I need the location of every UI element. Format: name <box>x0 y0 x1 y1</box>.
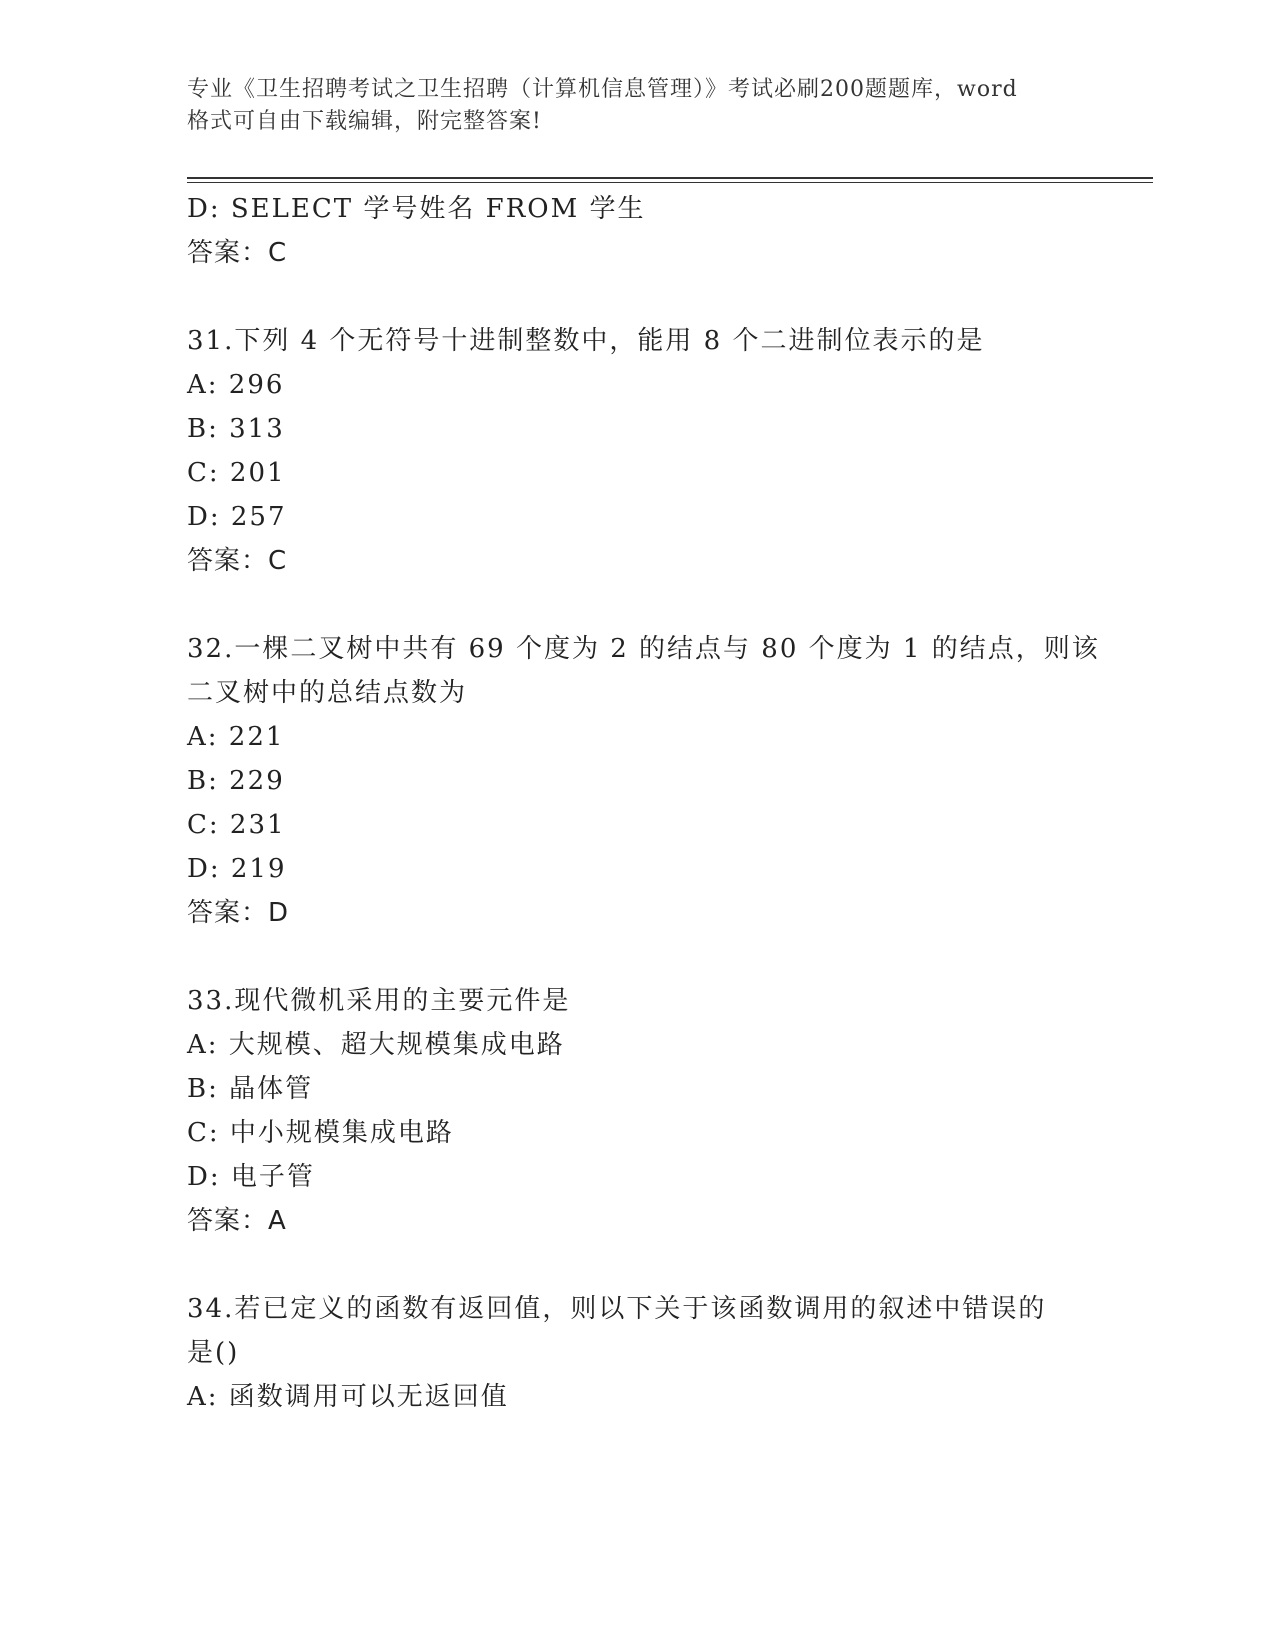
q31-option-c: C: 201 <box>187 458 286 488</box>
q31-stem: 31.下列 4 个无符号十进制整数中，能用 8 个二进制位表示的是 <box>187 326 985 356</box>
prev-option-d: D: SELECT 学号姓名 FROM 学生 <box>187 194 646 224</box>
q32-option-c: C: 231 <box>187 810 286 840</box>
q33-option-b: B: 晶体管 <box>187 1074 314 1104</box>
q31-option-a: A: 296 <box>187 370 285 400</box>
q33-option-a: A: 大规模、超大规模集成电路 <box>187 1030 565 1060</box>
q34-stem-line-2: 是() <box>187 1338 240 1368</box>
q33-answer: 答案：A <box>187 1206 287 1236</box>
q32-answer: 答案：D <box>187 898 290 928</box>
q32-option-b: B: 229 <box>187 766 285 796</box>
q33-stem: 33.现代微机采用的主要元件是 <box>187 986 571 1016</box>
q31-option-d: D: 257 <box>187 502 287 532</box>
q32-option-d: D: 219 <box>187 854 287 884</box>
q32-option-a: A: 221 <box>187 722 285 752</box>
q31-option-b: B: 313 <box>187 414 285 444</box>
q32-stem-line-1: 32.一棵二叉树中共有 69 个度为 2 的结点与 80 个度为 1 的结点，则该 <box>187 634 1100 664</box>
header-line-2: 格式可自由下载编辑，附完整答案! <box>187 109 542 134</box>
prev-answer: 答案：C <box>187 238 288 268</box>
q34-stem-line-1: 34.若已定义的函数有返回值，则以下关于该函数调用的叙述中错误的 <box>187 1294 1047 1324</box>
header-divider-thick <box>187 177 1153 179</box>
q34-option-a: A: 函数调用可以无返回值 <box>187 1382 509 1412</box>
header-divider-thin <box>187 182 1153 183</box>
q31-answer: 答案：C <box>187 546 288 576</box>
header-line-1: 专业《卫生招聘考试之卫生招聘（计算机信息管理）》考试必刷200题题库，word <box>187 77 1018 102</box>
q33-option-d: D: 电子管 <box>187 1162 315 1192</box>
document-header <box>187 74 1087 138</box>
q32-stem-line-2: 二叉树中的总结点数为 <box>187 678 468 708</box>
q33-option-c: C: 中小规模集成电路 <box>187 1118 454 1148</box>
